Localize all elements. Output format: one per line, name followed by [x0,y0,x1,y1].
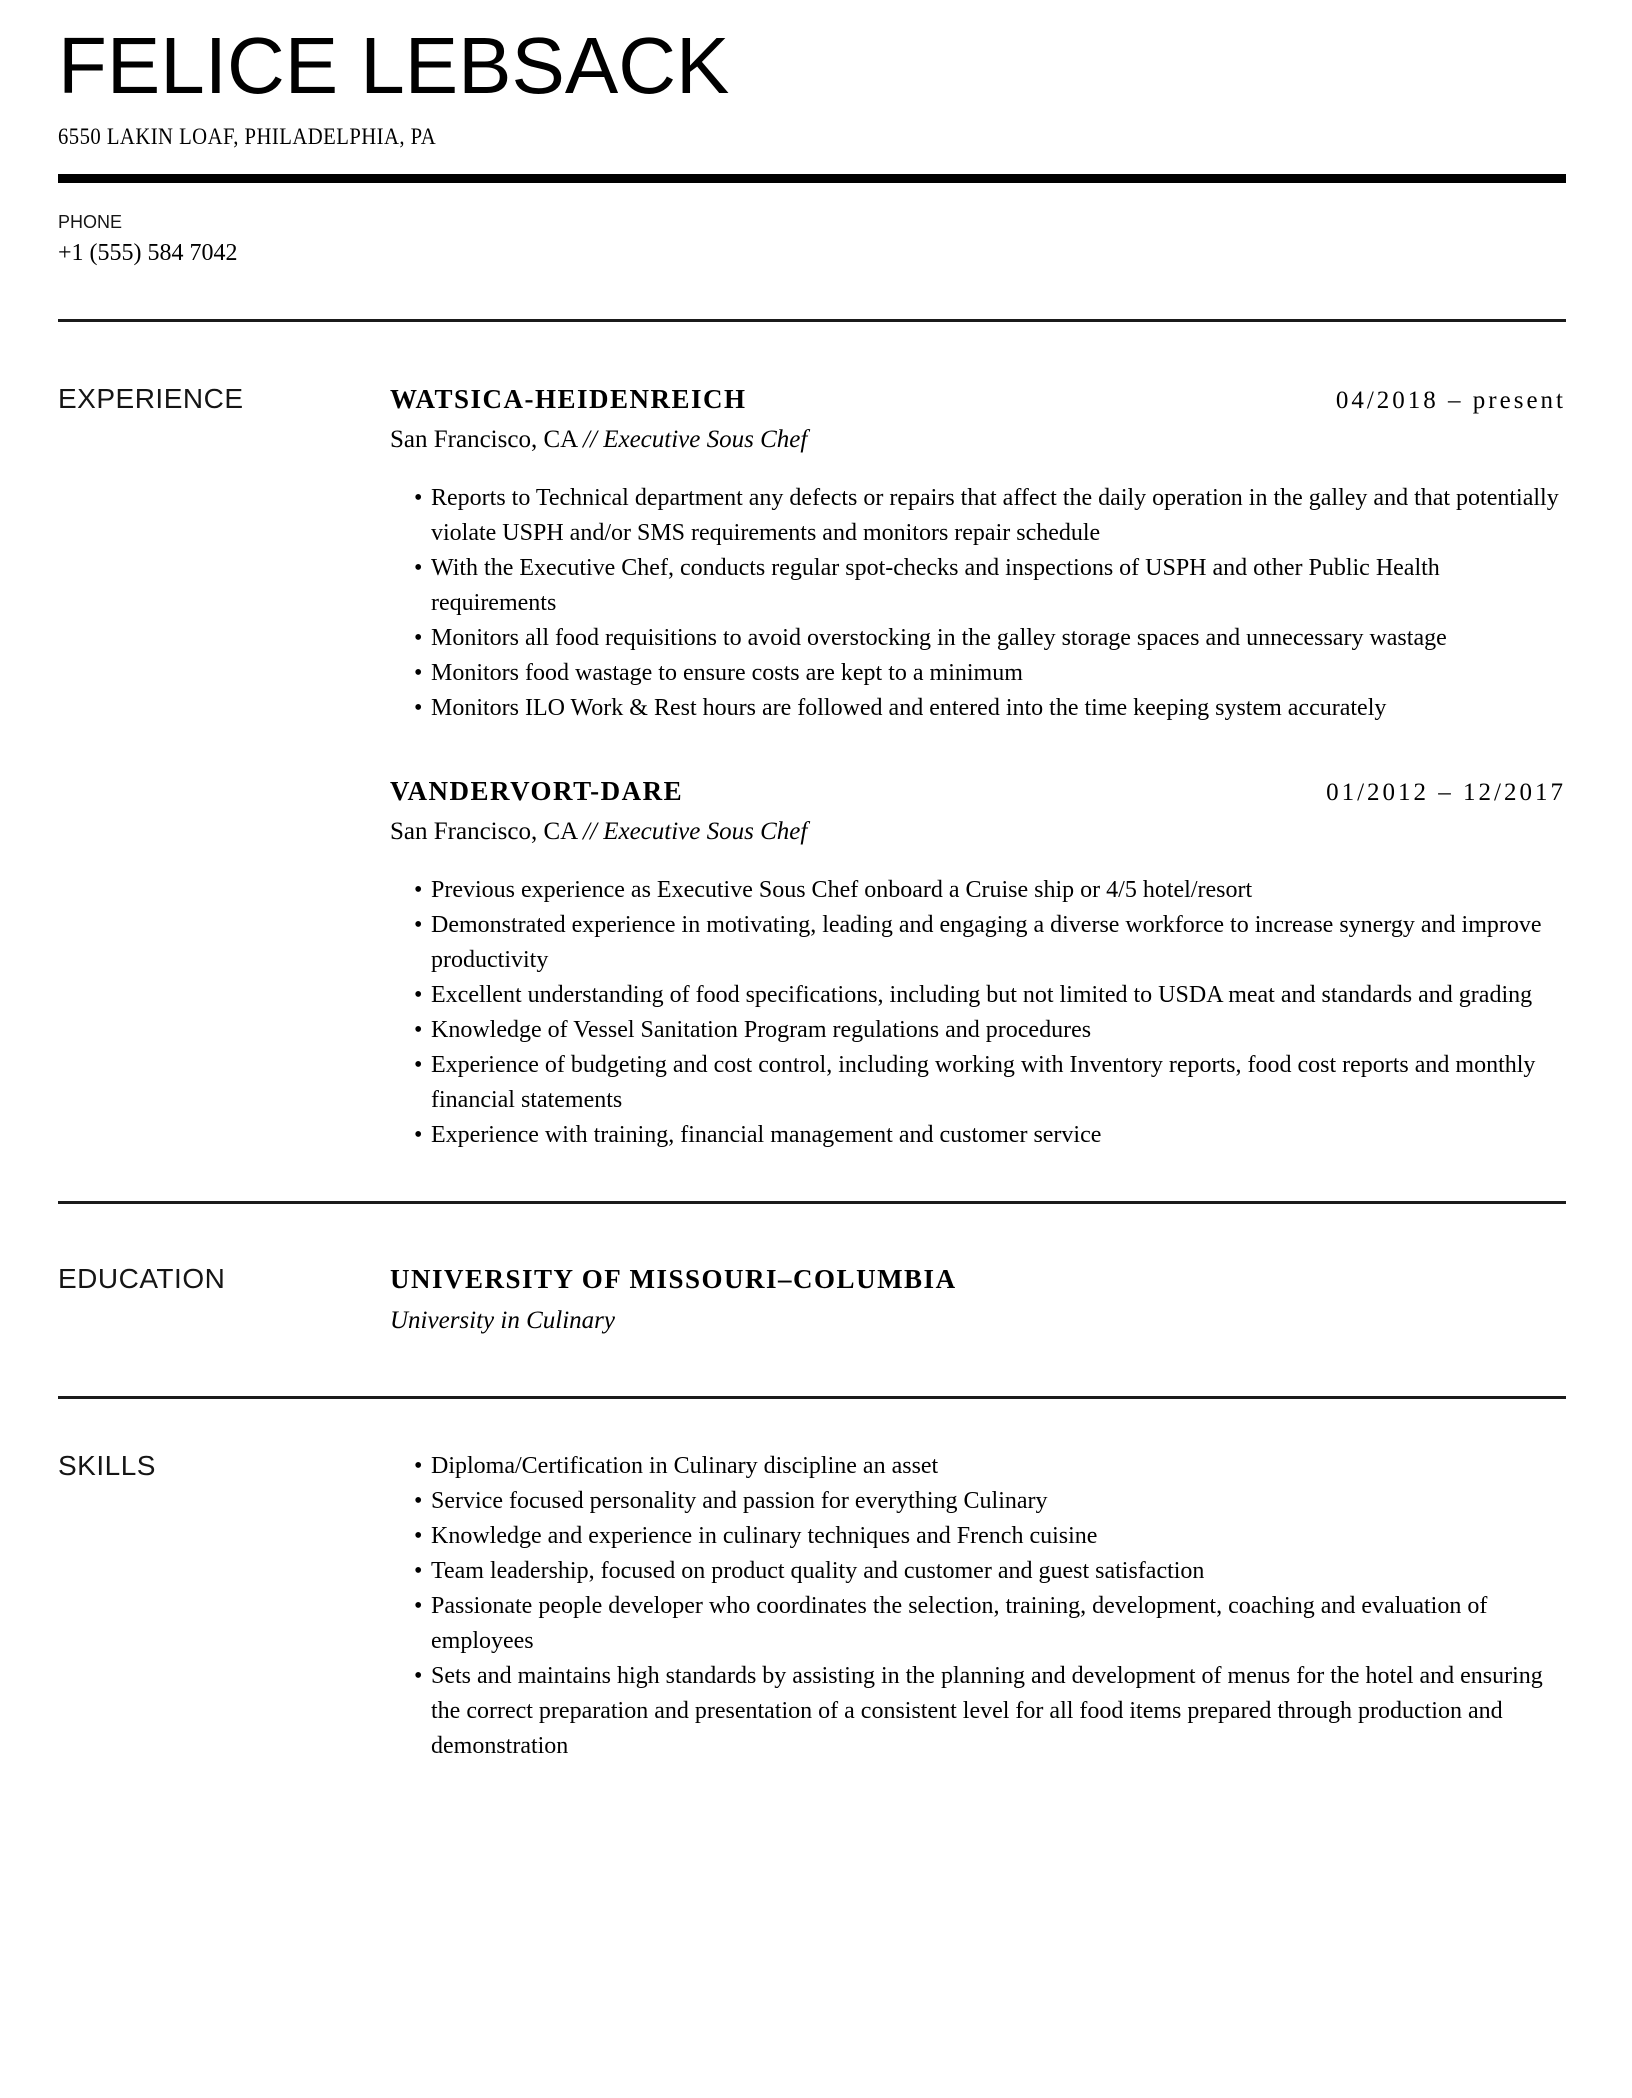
job-title-text: Executive Sous Chef [603,426,808,453]
school-name: UNIVERSITY OF MISSOURI–COLUMBIA [390,1264,957,1294]
section-experience [58,322,1566,1153]
bullet-item: • Reports to Technical department any defects or repairs that affect the daily operation in the galley and that potentially violate USPH and/or SMS requirements and monitors repair schedule [414,481,1566,551]
job-dates: 01/2012 – 12/2017 [1326,779,1566,806]
bullet-item: • Experience of budgeting and cost control, including working with Inventory reports, food cost reports and monthly financial statements [414,1048,1566,1118]
job-title-separator: // [583,818,597,845]
bullet-item: • Monitors food wastage to ensure costs are kept to a minimum [414,656,1566,691]
resume-header [58,20,1566,269]
bullet-item: • Knowledge of Vessel Sanitation Program regulations and procedures [414,1013,1566,1048]
company-name: WATSICA-HEIDENREICH [390,384,747,414]
resume-name: FELICE LEBSACK [58,21,730,110]
contact-block [58,211,1566,269]
bullet-item: • With the Executive Chef, conducts regular spot-checks and inspections of USPH and other Public Health requirements [414,551,1566,621]
job-entry [390,774,1566,1153]
company-name: VANDERVORT-DARE [390,776,684,806]
bullet-item: • Knowledge and experience in culinary techniques and French cuisine [414,1519,1566,1554]
bullet-item: • Experience with training, financial management and customer service [414,1118,1566,1153]
job-bullet-list [414,873,1566,1153]
education-content [390,1262,1566,1338]
bullet-item: • Monitors all food requisitions to avoid overstocking in the galley storage spaces and unnecessary wastage [414,621,1566,656]
section-label-experience: EXPERIENCE [58,383,244,414]
bullet-item: • Demonstrated experience in motivating, leading and engaging a diverse workforce to increase synergy and improve productivity [414,908,1566,978]
bullet-item: • Monitors ILO Work & Rest hours are followed and entered into the time keeping system accurately [414,691,1566,726]
skills-bullet-list [414,1449,1566,1764]
job-bullet-list [414,481,1566,726]
experience-content [390,382,1566,1153]
bullet-item: • Passionate people developer who coordinates the selection, training, development, coaching and evaluation of employees [414,1589,1566,1659]
job-title [583,426,807,453]
job-title-separator: // [583,426,597,453]
job-location: San Francisco, CA [390,426,577,453]
header-divider-bar [58,174,1566,183]
job-header [390,774,1566,810]
degree-name: University in Culinary [390,1307,615,1334]
bullet-item: • Diploma/Certification in Culinary discipline an asset [414,1449,1566,1484]
job-subtitle [390,423,1566,457]
job-title-text: Executive Sous Chef [603,818,808,845]
section-skills [58,1399,1566,1764]
bullet-item: • Previous experience as Executive Sous Chef onboard a Cruise ship or 4/5 hotel/resort [414,873,1566,908]
bullet-item: • Sets and maintains high standards by assisting in the planning and development of menus for the hotel and ensuring the correct preparation and presentation of a consistent level for all food items prepared through production and demonstration [414,1659,1566,1764]
bullet-item: • Team leadership, focused on product quality and customer and guest satisfaction [414,1554,1566,1589]
section-label-education: EDUCATION [58,1263,226,1294]
phone-label: PHONE [58,212,123,232]
bullet-item: • Excellent understanding of food specifications, including but not limited to USDA meat and standards and grading [414,978,1566,1013]
section-education [58,1204,1566,1338]
phone-number: +1 (555) 584 7042 [58,240,238,266]
bullet-item: • Service focused personality and passion for everything Culinary [414,1484,1566,1519]
job-location: San Francisco, CA [390,818,577,845]
job-dates: 04/2018 – present [1335,387,1566,414]
resume-address: 6550 LAKIN LOAF, PHILADELPHIA, PA [58,124,437,149]
section-label-skills: SKILLS [58,1450,156,1481]
job-header [390,382,1566,418]
job-title [583,818,807,845]
job-subtitle [390,815,1566,849]
job-entry [390,382,1566,726]
skills-content [390,1449,1566,1764]
